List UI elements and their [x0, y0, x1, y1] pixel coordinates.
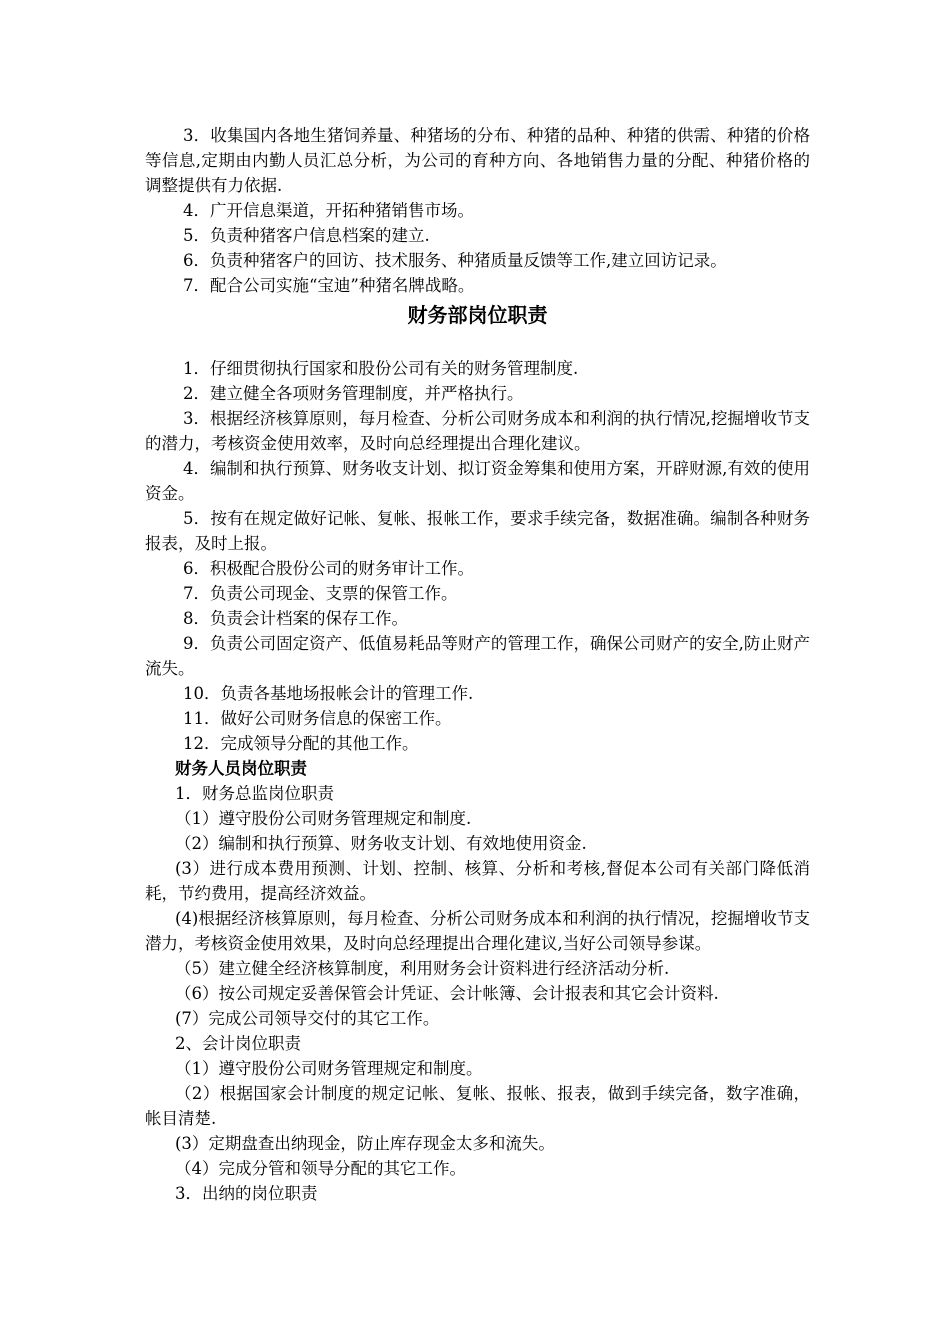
cfo-item-3: (3）进行成本费用预测、计划、控制、核算、分析和考核,督促本公司有关部门降低消耗，节约费用，提高经济效益。: [145, 859, 810, 903]
sales-item-5: 5．负责种猪客户信息档案的建立.: [183, 226, 430, 245]
sales-item-4: 4．广开信息渠道，开拓种猪销售市场。: [183, 201, 474, 220]
cfo-item-2: （2）编制和执行预算、财务收支计划、有效地使用资金.: [175, 834, 587, 853]
document-body: [145, 123, 810, 1206]
finance-dept-item-6: 6．积极配合股份公司的财务审计工作。: [183, 559, 474, 578]
accountant-item-1: （1）遵守股份公司财务管理规定和制度。: [175, 1059, 483, 1078]
finance-dept-title: 财务部岗位职责: [407, 303, 548, 327]
finance-dept-item-8: 8．负责会计档案的保存工作。: [183, 609, 408, 628]
finance-dept-item-5: 5．按有在规定做好记帐、复帐、报帐工作，要求手续完备，数据准确。编制各种财务报表，及时上报。: [145, 509, 810, 553]
finance-dept-item-2: 2．建立健全各项财务管理制度，并严格执行。: [183, 384, 524, 403]
accountant-duties-title: 2、会计岗位职责: [175, 1034, 301, 1053]
finance-staff-heading: 财务人员岗位职责: [175, 759, 307, 778]
finance-dept-item-12: 12．完成领导分配的其他工作。: [183, 734, 419, 753]
accountant-item-2: （2）根据国家会计制度的规定记帐、复帐、报帐、报表，做到手续完备，数字准确，帐目清楚.: [145, 1084, 810, 1128]
cfo-item-4: (4)根据经济核算原则，每月检查、分析公司财务成本和利润的执行情况，挖掘增收节支潜力，考核资金使用效果，及时向总经理提出合理化建议,当好公司领导参谋。: [145, 909, 810, 953]
cfo-duties-title: 1．财务总监岗位职责: [175, 784, 334, 803]
cfo-item-5: （5）建立健全经济核算制度，利用财务会计资料进行经济活动分析.: [175, 959, 670, 978]
cfo-item-7: (7）完成公司领导交付的其它工作。: [175, 1009, 440, 1028]
finance-dept-item-7: 7．负责公司现金、支票的保管工作。: [183, 584, 458, 603]
finance-dept-item-3: 3．根据经济核算原则，每月检查、分析公司财务成本和利润的执行情况,挖掘增收节支的潜力，考核资金使用效率，及时向总经理提出合理化建议。: [145, 409, 810, 453]
cfo-item-1: （1）遵守股份公司财务管理规定和制度.: [175, 809, 472, 828]
sales-item-3: 3．收集国内各地生猪饲养量、种猪场的分布、种猪的品种、种猪的供需、种猪的价格等信息,定期由内勤人员汇总分析，为公司的育种方向、各地销售力量的分配、种猪价格的调整提供有力依据.: [145, 126, 810, 195]
sales-item-6: 6．负责种猪客户的回访、技术服务、种猪质量反馈等工作,建立回访记录。: [183, 251, 727, 270]
finance-dept-item-1: 1．仔细贯彻执行国家和股份公司有关的财务管理制度.: [183, 359, 579, 378]
cfo-item-6: （6）按公司规定妥善保管会计凭证、会计帐簿、会计报表和其它会计资料.: [175, 984, 719, 1003]
finance-dept-item-9: 9．负责公司固定资产、低值易耗品等财产的管理工作，确保公司财产的安全,防止财产流失。: [145, 634, 810, 678]
accountant-item-3: (3）定期盘查出纳现金，防止库存现金太多和流失。: [175, 1134, 555, 1153]
accountant-item-4: （4）完成分管和领导分配的其它工作。: [175, 1159, 466, 1178]
cashier-duties-title: 3．出纳的岗位职责: [175, 1184, 318, 1203]
sales-item-7: 7．配合公司实施“宝迪”种猪名牌战略。: [183, 276, 475, 295]
finance-dept-item-11: 11．做好公司财务信息的保密工作。: [183, 709, 452, 728]
finance-dept-item-10: 10．负责各基地场报帐会计的管理工作.: [183, 684, 474, 703]
finance-dept-item-4: 4．编制和执行预算、财务收支计划、拟订资金筹集和使用方案，开辟财源,有效的使用资金。: [145, 459, 810, 503]
